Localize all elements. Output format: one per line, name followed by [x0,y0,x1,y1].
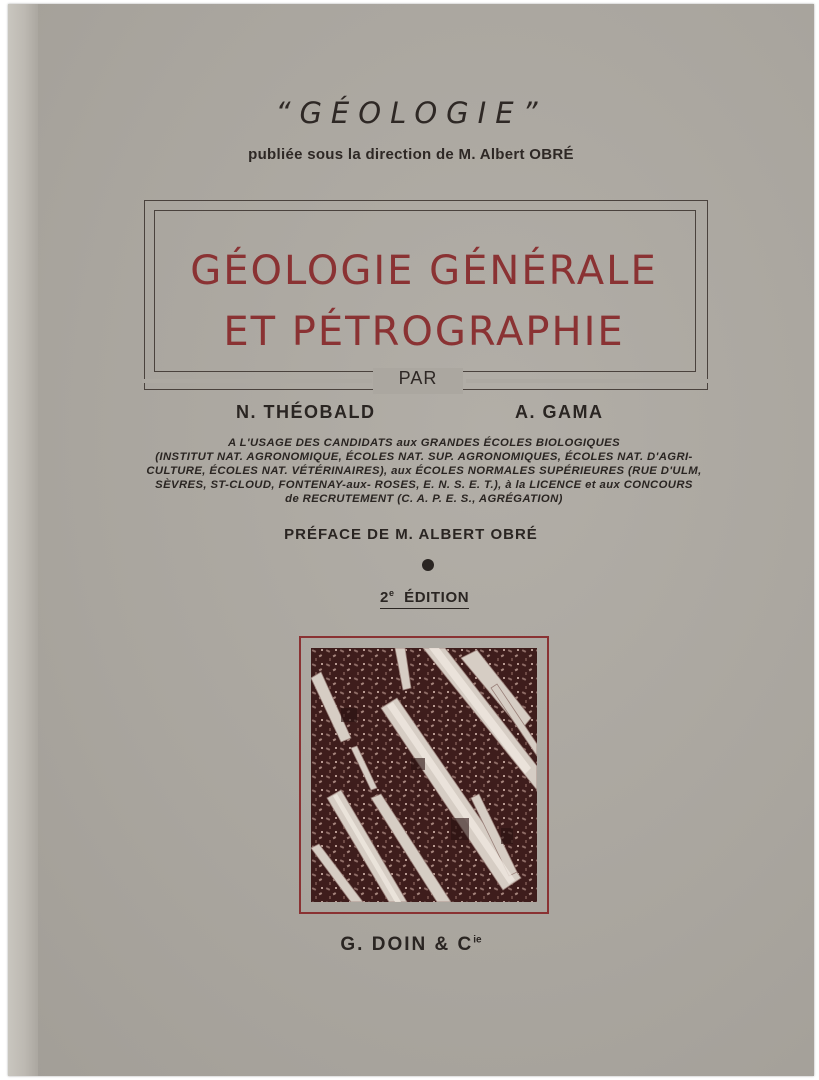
edition-number: 2 [380,589,389,606]
audience-line: CULTURE, ÉCOLES NAT. VÉTÉRINAIRES), aux ÉCOLES NORMALES SUPÉRIEURES (RUE D'ULM, [146,465,702,477]
edition-word: ÉDITION [404,589,470,606]
par-label: PAR [373,368,463,394]
edition-label [380,588,469,609]
publisher-name [8,934,814,956]
audience-line: A L'USAGE DES CANDIDATS aux GRANDES ÉCOLES BIOLOGIQUES [227,437,621,449]
thin-section-micrograph [311,648,537,902]
author-theobald: N. THÉOBALD [236,402,376,422]
series-direction: publiée sous la direction de M. Albert OBRÉ [248,146,574,163]
publisher-sup: ie [473,934,482,946]
audience-description [128,436,720,506]
cover-photo-frame [299,636,549,914]
frame-gap-left [142,379,372,383]
book-title-line1: GÉOLOGIE GÉNÉRALE [190,248,658,294]
series-title: “GÉOLOGIE” [275,96,547,130]
audience-line: SÈVRES, ST-CLOUD, FONTENAY-aux- ROSES, E. N. S. E. T.), à la LICENCE et aux CONCOURS [155,479,693,491]
book-title-line2: ET PÉTROGRAPHIE [223,309,625,355]
frame-gap-right [466,379,710,383]
audience-line: (INSTITUT NAT. AGRONOMIQUE, ÉCOLES NAT. SUP. AGRONOMIQUES, ÉCOLES NAT. D'AGRI- [155,451,693,463]
bullet-ornament [422,559,434,571]
audience-line: de RECRUTEMENT (C. A. P. E. S., AGRÉGATION) [285,493,563,505]
book-cover [8,4,814,1076]
edition-sup: e [388,588,395,598]
publisher-main: G. DOIN & C [340,934,474,955]
micrograph-image [311,648,537,902]
preface-credit: PRÉFACE DE M. ALBERT OBRÉ [284,526,538,543]
author-gama: A. GAMA [515,402,604,422]
